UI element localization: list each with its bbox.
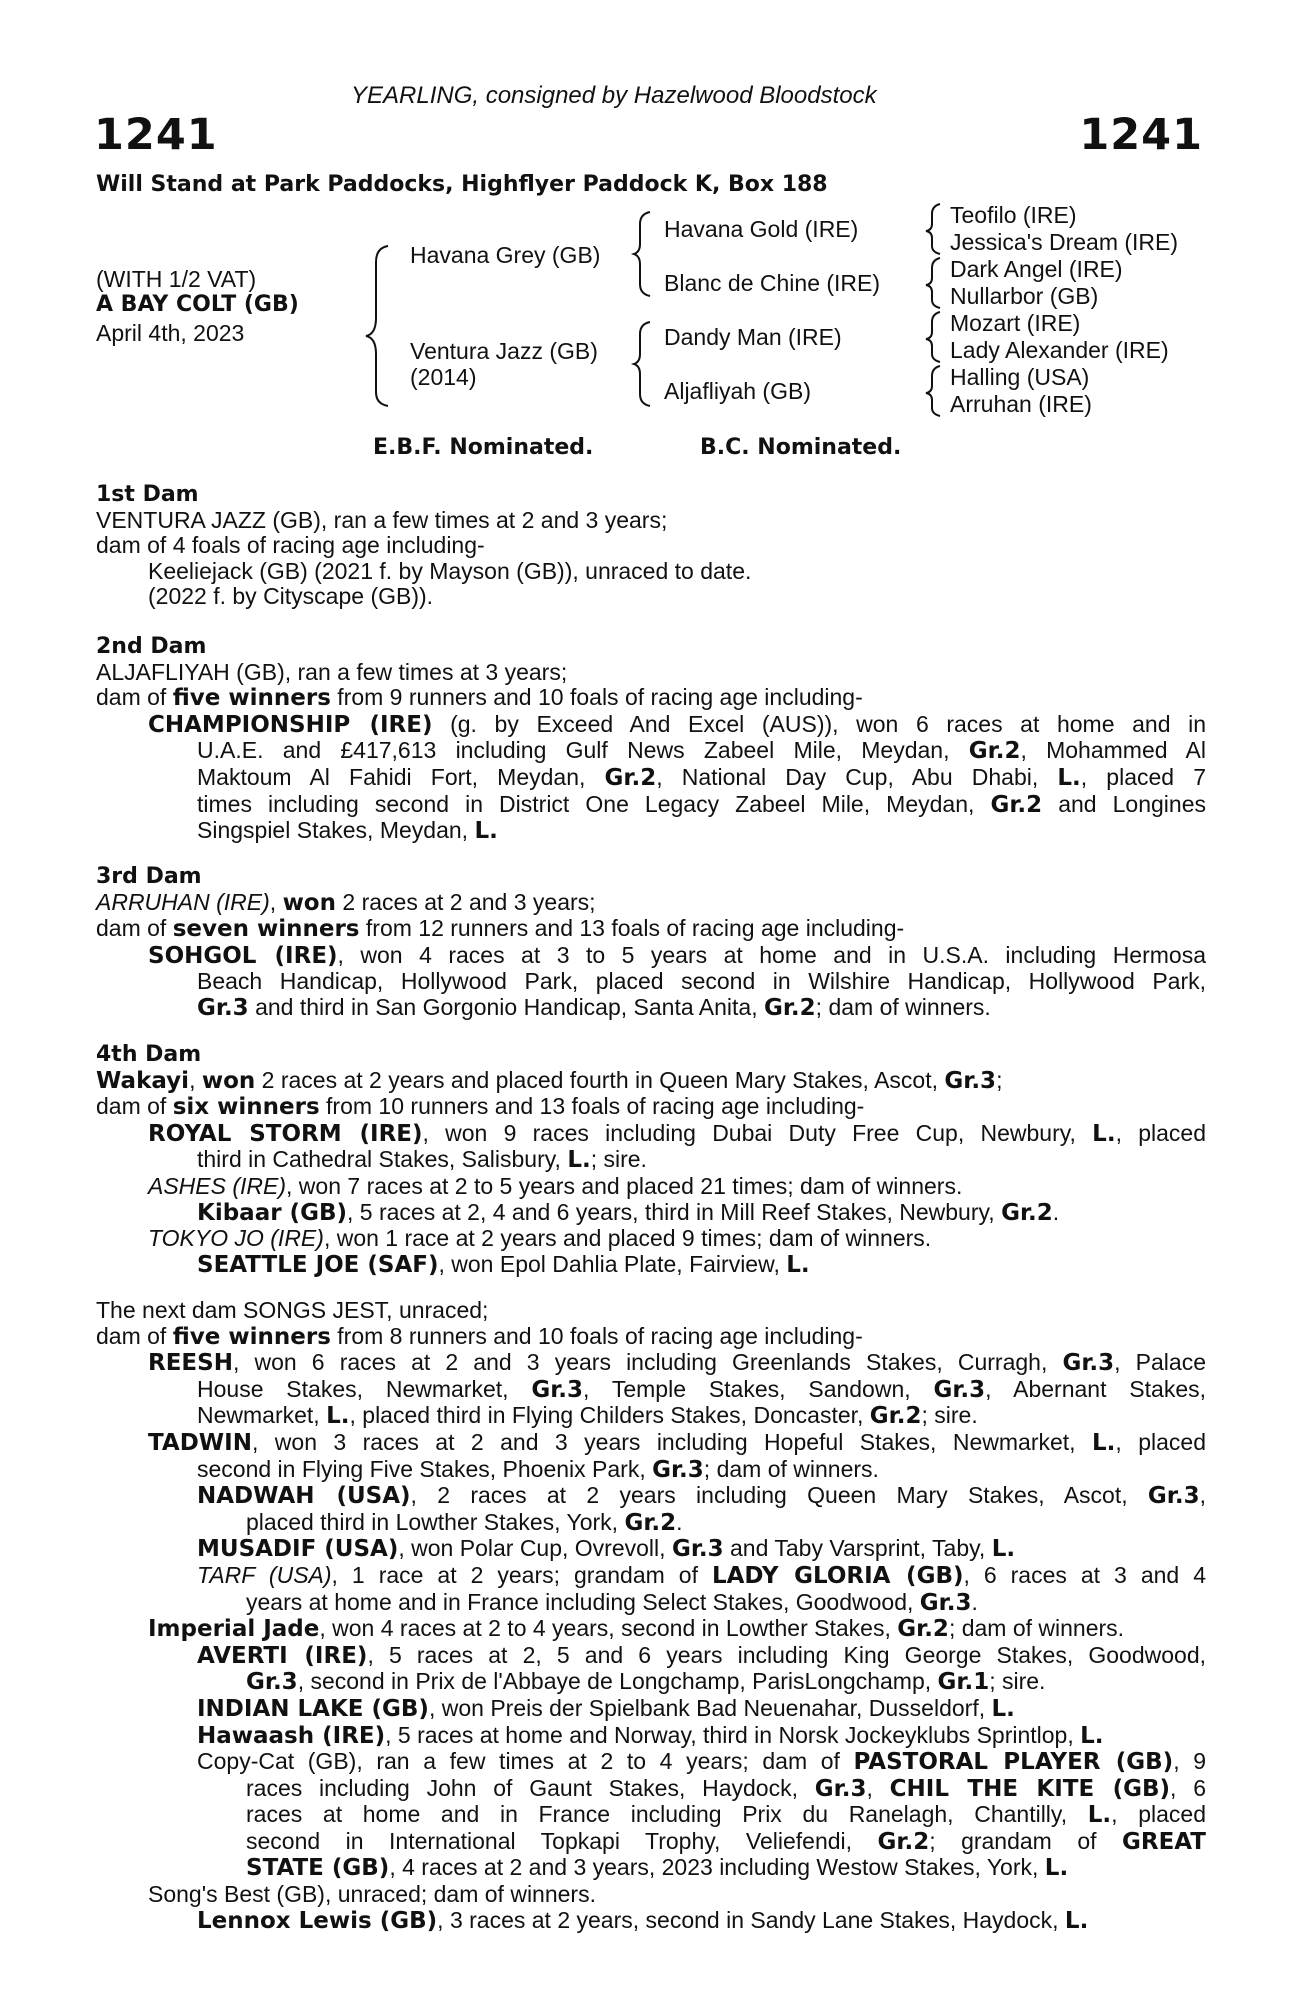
averti-entry: AVERTI (IRE), 5 races at 2, 5 and 6 years including King George Stakes, Goodwood, xyxy=(197,1641,1206,1669)
imperial-jade-entry: Imperial Jade, won 4 races at 2 to 4 years, second in Lowther Stakes, Gr.2; dam of winners. xyxy=(148,1615,1125,1643)
first-dam-produce-line: dam of 4 foals of racing age including- xyxy=(96,532,485,559)
nadwah-entry-cont: placed third in Lowther Stakes, York, Gr.2. xyxy=(246,1508,683,1536)
ss-sire: Teofilo (IRE) xyxy=(950,202,1077,228)
dam-sire: Dandy Man (IRE) xyxy=(664,324,842,350)
sohgol-entry-cont: Beach Handicap, Hollywood Park, placed second in Wilshire Handicap, Hollywood Park, xyxy=(197,968,1206,995)
third-dam-heading: 3rd Dam xyxy=(96,864,202,889)
third-dam-section xyxy=(96,864,1206,1022)
tokyo-jo-entry: TOKYO JO (IRE), won 1 race at 2 years and placed 9 times; dam of winners. xyxy=(148,1225,932,1252)
ashes-entry: ASHES (IRE), won 7 races at 2 to 5 years and placed 21 times; dam of winners. xyxy=(148,1172,963,1199)
dam-dam: Aljafliyah (GB) xyxy=(664,378,811,404)
second-dam-produce-line: dam of five winners from 9 runners and 10 foals of racing age including- xyxy=(96,684,863,712)
averti-entry-cont: Gr.3, second in Prix de l'Abbaye de Longchamp, ParisLongchamp, Gr.1; sire. xyxy=(246,1668,1046,1696)
first-dam-heading: 1st Dam xyxy=(96,482,199,507)
sohgol-entry: SOHGOL (IRE), won 4 races at 3 to 5 years at home and in U.S.A. including Hermosa xyxy=(148,941,1206,969)
tarf-entry-cont: years at home and in France including Select Stakes, Goodwood, Gr.3. xyxy=(246,1588,978,1616)
fourth-dam-line: Wakayi, won 2 races at 2 years and placed fourth in Queen Mary Stakes, Ascot, Gr.3; xyxy=(96,1066,1003,1094)
next-dam-section xyxy=(96,1298,1206,1934)
horse-name: A BAY COLT (GB) xyxy=(96,292,299,317)
championship-entry: CHAMPIONSHIP (IRE) (g. by Exceed And Excel (AUS)), won 6 races at home and in xyxy=(148,710,1206,738)
ebf-nominated: E.B.F. Nominated. xyxy=(373,435,594,460)
produce-entry: (2022 f. by Cityscape (GB)). xyxy=(148,583,434,610)
lennox-lewis-entry: Lennox Lewis (GB), 3 races at 2 years, second in Sandy Lane Stakes, Haydock, L. xyxy=(197,1906,1089,1934)
second-dam-section xyxy=(96,634,1206,845)
third-dam-line: ARRUHAN (IRE), won 2 races at 2 and 3 years; xyxy=(96,888,596,916)
sire: Havana Grey (GB) xyxy=(410,242,601,268)
copy-cat-entry-cont: second in International Topkapi Trophy, Veliefendi, Gr.2; grandam of GREAT xyxy=(246,1827,1206,1855)
kibaar-entry: Kibaar (GB), 5 races at 2, 4 and 6 years, third in Mill Reef Stakes, Newbury, Gr.2. xyxy=(197,1198,1060,1226)
lot-number-left: 1241 xyxy=(94,110,218,160)
copy-cat-entry: Copy-Cat (GB), ran a few times at 2 to 4 years; dam of PASTORAL PLAYER (GB), 9 xyxy=(197,1748,1206,1776)
championship-entry-cont: times including second in District One Legacy Zabeel Mile, Meydan, Gr.2 and Longines xyxy=(197,790,1207,818)
lot-number-right: 1241 xyxy=(1079,110,1203,160)
championship-entry-cont: U.A.E. and £417,613 including Gulf News Zabeel Mile, Meydan, Gr.2, Mohammed Al xyxy=(197,737,1206,765)
page-subtitle: YEARLING, consigned by Hazelwood Bloodstock xyxy=(351,82,877,109)
first-dam-section xyxy=(96,482,1206,610)
seattle-joe-entry: SEATTLE JOE (SAF), won Epol Dahlia Plate, Fairview, L. xyxy=(197,1250,810,1278)
reesh-entry-cont: House Stakes, Newmarket, Gr.3, Temple Stakes, Sandown, Gr.3, Abernant Stakes, xyxy=(197,1375,1206,1403)
tadwin-entry-cont: second in Flying Five Stakes, Phoenix Park, Gr.3; dam of winners. xyxy=(197,1455,879,1483)
copy-cat-entry-cont: races at home and in France including Prix du Ranelagh, Chantilly, L., placed xyxy=(246,1801,1206,1829)
championship-entry-cont: Maktoum Al Fahidi Fort, Meydan, Gr.2, National Day Cup, Abu Dhabi, L., placed 7 xyxy=(197,763,1206,791)
dam: Ventura Jazz (GB) xyxy=(410,338,598,364)
sire-sire: Havana Gold (IRE) xyxy=(664,216,859,242)
songs-best-entry: Song's Best (GB), unraced; dam of winners. xyxy=(148,1881,596,1908)
dd-sire: Halling (USA) xyxy=(950,364,1090,390)
royal-storm-entry-cont: third in Cathedral Stakes, Salisbury, L.; sire. xyxy=(197,1146,647,1174)
reesh-entry: REESH, won 6 races at 2 and 3 years including Greenlands Stakes, Curragh, Gr.3, Palace xyxy=(148,1349,1206,1377)
nadwah-entry: NADWAH (USA), 2 races at 2 years including Queen Mary Stakes, Ascot, Gr.3, xyxy=(197,1482,1206,1510)
second-dam-heading: 2nd Dam xyxy=(96,634,207,659)
third-dam-produce-line: dam of seven winners from 12 runners and 13 foals of racing age including- xyxy=(96,915,905,943)
musadif-entry: MUSADIF (USA), won Polar Cup, Ovrevoll, Gr.3 and Taby Varsprint, Taby, L. xyxy=(197,1535,1016,1563)
sohgol-entry-cont: Gr.3 and third in San Gorgonio Handicap, Santa Anita, Gr.2; dam of winners. xyxy=(197,993,991,1021)
next-dam-produce-line: dam of five winners from 8 runners and 10 foals of racing age including- xyxy=(96,1322,863,1350)
second-dam-line: ALJAFLIYAH (GB), ran a few times at 3 years; xyxy=(96,658,568,685)
tarf-entry: TARF (USA), 1 race at 2 years; grandam of LADY GLORIA (GB), 6 races at 3 and 4 xyxy=(197,1561,1207,1589)
copy-cat-entry-cont: STATE (GB), 4 races at 2 and 3 years, 2023 including Westow Stakes, York, L. xyxy=(246,1854,1069,1882)
copy-cat-entry-cont: races including John of Gaunt Stakes, Haydock, Gr.3, CHIL THE KITE (GB), 6 xyxy=(246,1774,1206,1802)
sd-dam: Nullarbor (GB) xyxy=(950,283,1099,309)
stand-info: Will Stand at Park Paddocks, Highflyer Paddock K, Box 188 xyxy=(96,172,828,197)
dam-year: (2014) xyxy=(410,364,477,390)
fourth-dam-heading: 4th Dam xyxy=(96,1042,202,1067)
fourth-dam-produce-line: dam of six winners from 10 runners and 13 foals of racing age including- xyxy=(96,1093,865,1121)
royal-storm-entry: ROYAL STORM (IRE), won 9 races including Dubai Duty Free Cup, Newbury, L., placed xyxy=(148,1119,1206,1147)
sire-dam: Blanc de Chine (IRE) xyxy=(664,270,881,296)
ds-sire: Mozart (IRE) xyxy=(950,310,1081,336)
indian-lake-entry: INDIAN LAKE (GB), won Preis der Spielbank Bad Neuenahar, Dusseldorf, L. xyxy=(197,1694,1015,1722)
fourth-dam-section xyxy=(96,1042,1206,1278)
sd-sire: Dark Angel (IRE) xyxy=(950,256,1123,282)
ss-dam: Jessica's Dream (IRE) xyxy=(950,229,1179,255)
championship-entry-cont: Singspiel Stakes, Meydan, L. xyxy=(197,817,498,845)
tadwin-entry: TADWIN, won 3 races at 2 and 3 years including Hopeful Stakes, Newmarket, L., placed xyxy=(148,1428,1206,1456)
next-dam-line: The next dam SONGS JEST, unraced; xyxy=(96,1297,489,1323)
dd-dam: Arruhan (IRE) xyxy=(950,391,1092,417)
bc-nominated: B.C. Nominated. xyxy=(700,435,902,460)
first-dam-line: VENTURA JAZZ (GB), ran a few times at 2 and 3 years; xyxy=(96,506,668,533)
foaling-date: April 4th, 2023 xyxy=(96,320,245,346)
produce-entry: Keeliejack (GB) (2021 f. by Mayson (GB)), unraced to date. xyxy=(148,557,752,584)
ds-dam: Lady Alexander (IRE) xyxy=(950,337,1169,363)
vat-note: (WITH 1/2 VAT) xyxy=(96,266,257,292)
reesh-entry-cont: Newmarket, L., placed third in Flying Childers Stakes, Doncaster, Gr.2; sire. xyxy=(197,1402,978,1430)
hawaash-entry: Hawaash (IRE), 5 races at home and Norway, third in Norsk Jockeyklubs Sprintlop, L. xyxy=(197,1721,1104,1749)
